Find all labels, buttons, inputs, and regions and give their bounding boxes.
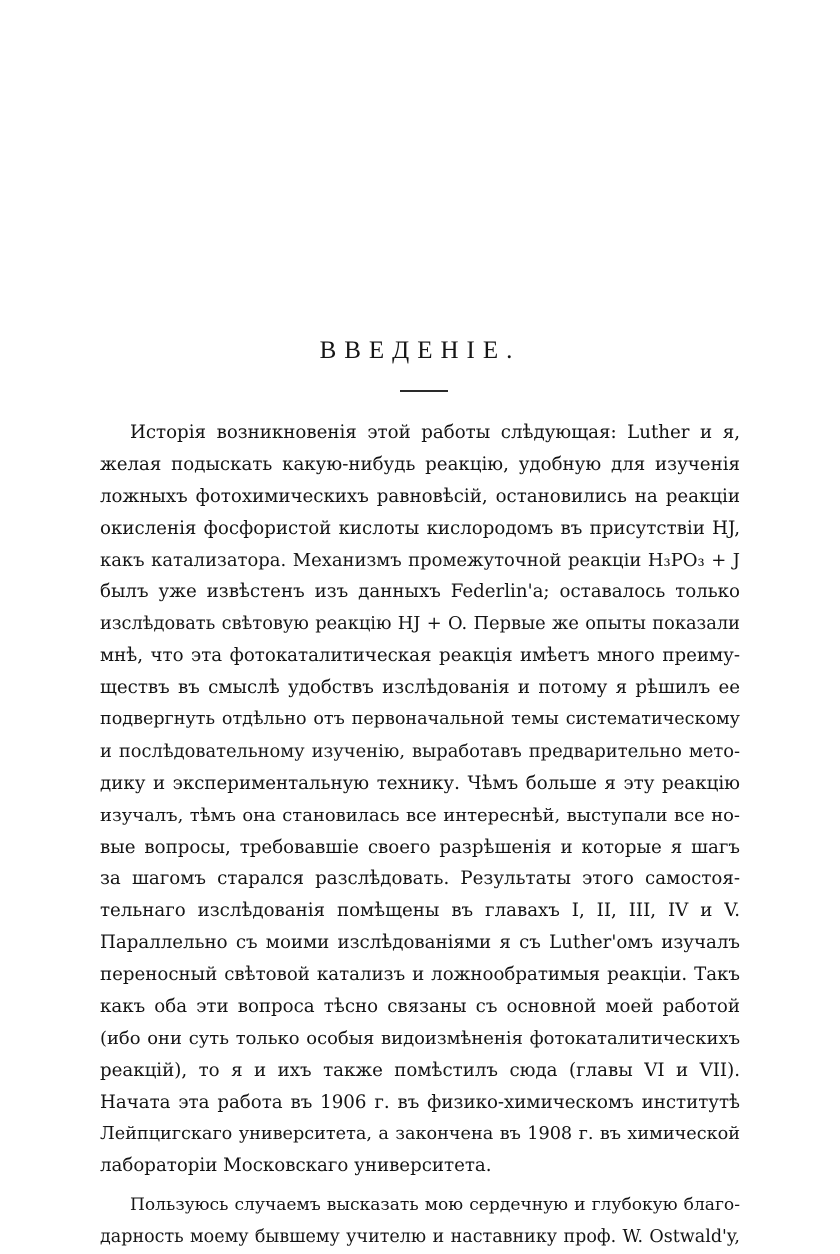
text-line: реакцій), то я и ихъ также помѣстилъ сюда (главы VI и VII).: [100, 1059, 740, 1081]
text-line: окисленія фосфористой кислоты кислородомъ въ присутствіи HJ,: [100, 517, 740, 539]
paragraph-2: [100, 1190, 740, 1254]
text-line: Пользуюсь случаемъ высказать мою сердечную и глубокую благо-: [130, 1195, 740, 1216]
text-line: ложныхъ фотохимическихъ равновѣсій, остановились на реакціи: [100, 485, 740, 507]
text-line: вые вопросы, требовавшіе своего разрѣшенія и которые я шагъ: [100, 836, 740, 858]
text-line: дарность моему бывшему учителю и наставнику проф. W. Ostwald'y,: [100, 1227, 740, 1248]
text-line: тельнаго изслѣдованія помѣщены въ главахъ I, II, III, IV и V.: [100, 900, 740, 922]
text-line: какъ катализатора. Механизмъ промежуточной реакціи H₃PO₃ + J: [100, 549, 740, 571]
text-line: переносный свѣтовой катализъ и ложнообратимыя реакціи. Такъ: [100, 964, 740, 986]
page-title: ВВЕДЕНІЕ.: [319, 337, 521, 364]
paragraph-gap: [100, 1182, 740, 1190]
text-line: Параллельно съ моими изслѣдованіями я съ Luther'омъ изучалъ: [100, 932, 740, 954]
text-line: изслѣдовать свѣтовую реакцію HJ + O. Первые же опыты показали: [100, 613, 740, 635]
title-underline: [400, 390, 448, 392]
text-line: былъ уже извѣстенъ изъ данныхъ Federlin'a; оставалось только: [100, 581, 740, 603]
text-line: дику и экспериментальную технику. Чѣмъ больше я эту реакцію: [100, 772, 740, 794]
text-line: ществъ въ смыслѣ удобствъ изслѣдованія и потому я рѣшилъ ее: [100, 677, 740, 699]
text-line: изучалъ, тѣмъ она становилась все интереснѣй, выступали все но-: [100, 804, 740, 826]
text-line: мнѣ, что эта фотокаталитическая реакція имѣетъ много преиму-: [100, 645, 740, 667]
text-line: желая подыскать какую-нибудь реакцію, удобную для изученія: [100, 453, 740, 475]
text-line: лабораторіи Московскаго университета.: [100, 1155, 492, 1177]
text-line: Лейпцигскаго университета, а закончена въ 1908 г. въ химической: [100, 1123, 740, 1144]
text-line: за шагомъ старался разслѣдовать. Результаты этого самостоя-: [100, 868, 740, 890]
body-text: [100, 417, 740, 1254]
text-line: (ибо они суть только особыя видоизмѣненія фотокаталитическихъ: [100, 1027, 740, 1049]
text-line: и послѣдовательному изученію, выработавъ предварительно мето-: [100, 740, 740, 762]
text-line: Начата эта работа въ 1906 г. въ физико-химическомъ институтѣ: [100, 1091, 740, 1113]
paragraph-1: [100, 417, 740, 1182]
text-line: Исторія возникновенія этой работы слѣдующая: Luther и я,: [130, 422, 740, 443]
text-line: какъ оба эти вопроса тѣсно связаны съ основной моей работой: [100, 996, 740, 1018]
text-line: подвергнуть отдѣльно отъ первоначальной темы систематическому: [100, 709, 740, 730]
